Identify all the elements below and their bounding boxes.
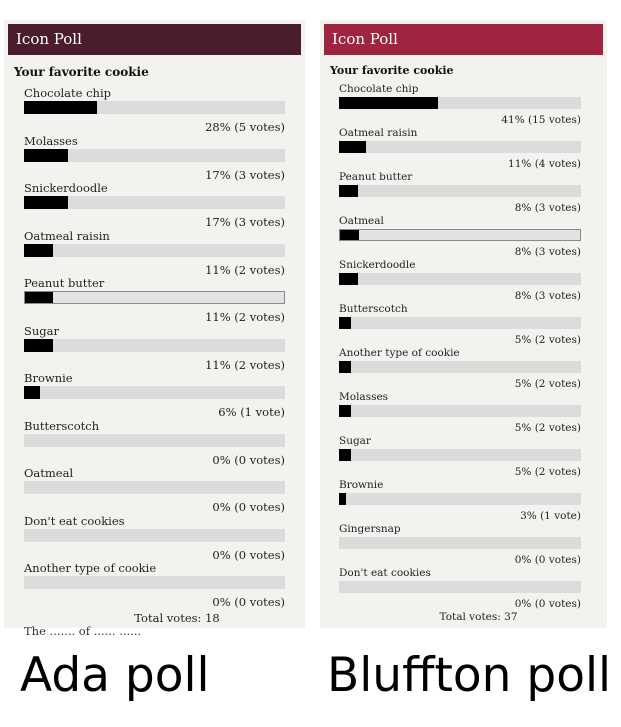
result-bar <box>339 361 581 373</box>
option-label: Don't eat cookies <box>339 567 431 579</box>
result-bar-fill <box>339 317 351 329</box>
result-bar-fill <box>24 149 68 162</box>
option-label: Sugar <box>339 435 371 447</box>
option-label: Another type of cookie <box>339 347 460 359</box>
ada-poll-panel <box>4 20 305 638</box>
option-label: Chocolate chip <box>339 83 419 95</box>
option-result: 8% (3 votes) <box>514 290 581 302</box>
result-bar <box>24 529 285 542</box>
option-result: 5% (2 votes) <box>514 378 581 390</box>
result-bar-fill <box>339 185 358 197</box>
option-result: 28% (5 votes) <box>205 120 285 134</box>
result-bar <box>24 291 285 304</box>
poll-option[interactable] <box>24 86 285 134</box>
poll-option[interactable] <box>24 181 285 229</box>
poll-options <box>4 86 305 609</box>
option-result: 11% (2 votes) <box>205 310 285 324</box>
option-label: Butterscotch <box>339 303 408 315</box>
result-bar <box>24 196 285 209</box>
option-result: 0% (0 votes) <box>514 598 581 610</box>
poll-option[interactable] <box>24 276 285 324</box>
caption-ada-poll: Ada poll <box>20 648 210 703</box>
result-bar <box>24 244 285 257</box>
result-bar <box>24 101 285 114</box>
result-bar <box>339 493 581 505</box>
result-bar <box>339 273 581 285</box>
result-bar <box>24 434 285 447</box>
option-label: Oatmeal <box>24 466 74 480</box>
result-bar-fill <box>24 339 53 352</box>
result-bar <box>339 185 581 197</box>
option-label: Another type of cookie <box>24 561 157 575</box>
option-label: Sugar <box>24 323 59 338</box>
poll-options <box>320 83 607 611</box>
result-bar-fill <box>24 244 53 257</box>
result-bar <box>339 229 581 241</box>
option-label: Peanut butter <box>24 276 105 290</box>
option-result: 6% (1 vote) <box>218 405 285 419</box>
option-result: 0% (0 votes) <box>514 554 581 566</box>
option-label: Oatmeal raisin <box>339 127 418 139</box>
option-label: Oatmeal raisin <box>24 228 110 243</box>
result-bar-fill <box>24 386 40 399</box>
option-result: 17% (3 votes) <box>205 215 285 229</box>
option-label: Don't eat cookies <box>24 513 125 528</box>
poll-option[interactable] <box>24 229 285 277</box>
poll-header: Icon Poll <box>324 24 603 55</box>
poll-option[interactable] <box>339 567 581 611</box>
poll-option[interactable] <box>24 561 285 609</box>
result-bar-fill <box>25 292 53 303</box>
result-bar <box>24 576 285 589</box>
result-bar <box>24 386 285 399</box>
option-label: Chocolate chip <box>24 86 111 100</box>
option-result: 11% (4 votes) <box>508 158 581 170</box>
option-result: 8% (3 votes) <box>514 246 581 258</box>
result-bar-fill <box>339 493 346 505</box>
result-bar <box>24 149 285 162</box>
caption-bluffton-poll: Bluffton poll <box>327 648 612 703</box>
poll-option[interactable] <box>339 259 581 303</box>
result-bar <box>339 581 581 593</box>
poll-option[interactable] <box>339 523 581 567</box>
poll-option[interactable] <box>339 171 581 215</box>
option-result: 0% (0 votes) <box>212 452 285 467</box>
result-bar <box>339 537 581 549</box>
result-bar-fill <box>339 449 351 461</box>
option-result: 3% (1 vote) <box>520 510 581 522</box>
option-label: Brownie <box>339 479 384 491</box>
poll-option[interactable] <box>24 324 285 372</box>
poll-option[interactable] <box>339 83 581 127</box>
result-bar-fill <box>339 141 366 153</box>
option-label: Snickerdoodle <box>339 259 416 271</box>
option-result: 5% (2 votes) <box>514 334 581 346</box>
poll-option[interactable] <box>24 419 285 467</box>
poll-option[interactable] <box>339 347 581 391</box>
result-bar-fill <box>24 101 97 114</box>
option-label: Brownie <box>24 371 73 385</box>
option-label: Molasses <box>339 391 389 403</box>
poll-option[interactable] <box>24 514 285 562</box>
option-result: 11% (2 votes) <box>205 262 285 277</box>
cutoff-text: The ....... of ...... ...... <box>24 623 142 638</box>
poll-option[interactable] <box>24 466 285 514</box>
poll-option[interactable] <box>339 127 581 171</box>
result-bar-fill <box>340 230 359 240</box>
poll-header: Icon Poll <box>8 24 301 55</box>
option-label: Gingersnap <box>339 523 401 535</box>
result-bar-fill <box>339 405 351 417</box>
poll-option[interactable] <box>24 371 285 419</box>
result-bar <box>339 449 581 461</box>
poll-option[interactable] <box>339 391 581 435</box>
option-label: Molasses <box>24 133 78 148</box>
result-bar <box>339 405 581 417</box>
result-bar-fill <box>339 97 438 109</box>
total-votes: Total votes: 37 <box>439 611 518 623</box>
option-result: 8% (3 votes) <box>514 202 581 214</box>
result-bar-fill <box>339 273 358 285</box>
poll-question: Your favorite cookie <box>14 65 149 79</box>
option-label: Oatmeal <box>339 215 384 227</box>
option-label: Butterscotch <box>24 418 100 433</box>
result-bar <box>24 339 285 352</box>
option-result: 41% (15 votes) <box>501 114 581 126</box>
option-result: 5% (2 votes) <box>514 422 581 434</box>
option-result: 11% (2 votes) <box>205 357 285 372</box>
result-bar <box>339 97 581 109</box>
poll-option[interactable] <box>339 479 581 523</box>
option-result: 0% (0 votes) <box>212 547 285 562</box>
option-result: 0% (0 votes) <box>212 595 285 609</box>
result-bar <box>339 141 581 153</box>
option-result: 5% (2 votes) <box>514 466 581 478</box>
result-bar-fill <box>24 196 68 209</box>
result-bar-fill <box>339 361 351 373</box>
option-label: Snickerdoodle <box>24 181 108 195</box>
bluffton-poll-panel <box>320 20 607 628</box>
poll-option[interactable] <box>339 303 581 347</box>
poll-question: Your favorite cookie <box>330 64 454 77</box>
result-bar <box>339 317 581 329</box>
option-result: 17% (3 votes) <box>205 167 285 182</box>
option-label: Peanut butter <box>339 171 413 183</box>
result-bar <box>24 481 285 494</box>
poll-option[interactable] <box>339 435 581 479</box>
total-votes: Total votes: 18 <box>134 610 220 625</box>
poll-option[interactable] <box>24 134 285 182</box>
option-result: 0% (0 votes) <box>212 500 285 514</box>
poll-option[interactable] <box>339 215 581 259</box>
